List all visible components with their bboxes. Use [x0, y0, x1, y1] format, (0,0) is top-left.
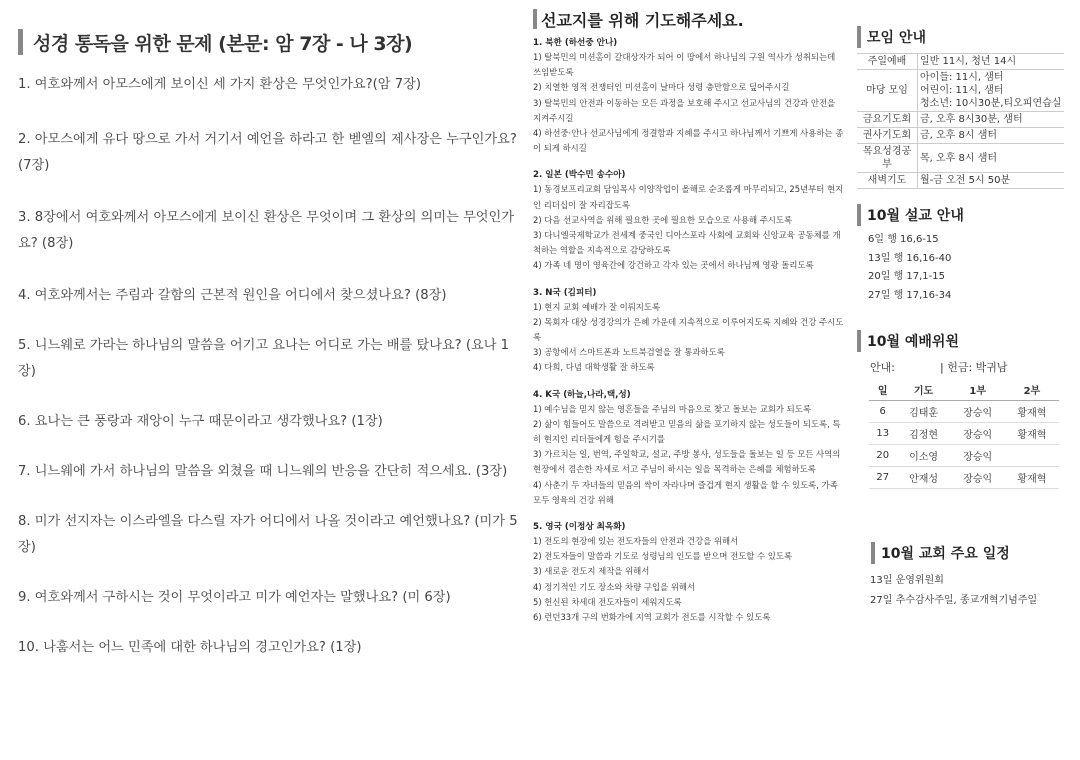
table-header: [869, 379, 1059, 401]
prayer-item: 1) 현지 교회 예배가 잘 이뤄지도록: [533, 301, 661, 312]
event-line: 27일 추수감사주일, 종교개혁기념주일: [870, 595, 1038, 606]
prayer-item: 4) 하선중·안나 선교사님에게 정결함과 지혜를 주시고 하나님께서 기쁘게 사용하는 종이 되게 하시길: [533, 128, 844, 154]
duty-cell: 27: [869, 467, 896, 489]
prayer-item: 1) 동경보프리교회 담임목사 이양작업이 올해로 순조롭게 마무리되고, 25년부터 현지인 리더십이 잘 자리잡도록: [533, 184, 844, 210]
events-heading: [871, 541, 1067, 565]
prayer-item: 3) 탈북민의 안전과 이동하는 모든 과정을 보호해 주시고 선교사님의 건강과 안전을 지켜주시길: [533, 97, 836, 123]
sermon-title: 10월 설교 안내: [867, 208, 964, 224]
header-cell: 일: [869, 379, 896, 401]
meeting-key: 금요기도회: [857, 112, 918, 128]
meeting-value: 금, 오후 8시 샘터: [918, 128, 1065, 144]
question: 4. 여호와께서는 주림과 갈함의 근본적 원인을 어디에서 찾으셨나요? (8장): [18, 288, 447, 303]
duty-summary: [857, 359, 1067, 375]
prayer-item: 4) 사춘기 두 자녀들의 믿음의 싹이 자라나며 즐겁게 현지 생활을 할 수 있도록, 가족 모두 영육의 건강 위해: [533, 479, 838, 505]
events-list: [857, 571, 1067, 611]
quiz-heading: [18, 28, 523, 56]
meeting-key: 마당 모임: [857, 70, 918, 112]
prayer-item: 1) 탈북민의 미션홈이 갈대상자가 되어 이 땅에서 하나님의 구원 역사가 성취되는데 쓰임받도록: [533, 52, 836, 78]
question: 8. 미가 선지자는 이스라엘을 다스릴 자가 어디에서 나올 것이라고 예언했나요? (미가 5장): [18, 514, 518, 555]
region-n-country: [533, 286, 845, 376]
meeting-table: [857, 53, 1064, 189]
duty-cell: 13: [869, 423, 896, 445]
duty-cell: 6: [869, 401, 896, 423]
duty-cell: 김정현: [896, 423, 950, 445]
table-row: [857, 54, 1064, 70]
duty-cell: 황재혁: [1005, 401, 1059, 423]
region-name: 4. K국 (하늘,나라,택,성): [533, 389, 631, 400]
events-title: 10월 교회 주요 일정: [881, 546, 1010, 562]
duty-cell: 장승익: [951, 423, 1005, 445]
mission-prayer-column: [533, 0, 845, 625]
region-name: 1. 북한 (하선중 안나): [533, 38, 618, 48]
prayer-item: 2) 전도자들이 말씀과 기도로 성령님의 인도를 받으며 전도할 수 있도록: [533, 551, 793, 562]
region-name: 5. 영국 (이정상 최옥화): [533, 522, 626, 533]
header-cell: 1부: [951, 379, 1005, 401]
table-row: [857, 112, 1064, 128]
prayer-item: 4) 가족 네 명이 영육간에 강건하고 각자 있는 곳에서 하나님께 영광 돌리도록: [533, 260, 814, 271]
duty-cell: [1005, 445, 1059, 467]
heading-bar: [533, 9, 537, 29]
table-row: [869, 445, 1059, 467]
sermon-line: 13일 행 16,16-40: [868, 252, 952, 264]
region-name: 3. N국 (김피터): [533, 287, 597, 298]
prayer-item: 3) 공항에서 스마트폰과 노트북검열을 잘 통과하도록: [533, 347, 725, 358]
table-row: [857, 173, 1064, 189]
sermon-heading: [857, 203, 1067, 227]
region-k-country: [533, 388, 845, 508]
question: 9. 여호와께서 구하시는 것이 무엇이라고 미가 예언자는 말했나요? (미 6장): [18, 590, 451, 605]
prayer-item: 2) 다음 선교사역을 위해 필요한 곳에 필요한 모습으로 사용해 주시도록: [533, 214, 793, 225]
duty-cell: 김태훈: [896, 401, 950, 423]
quiz-title: 성경 통독을 위한 문제 (본문: 암 7장 - 나 3장): [33, 32, 413, 55]
duty-cell: 장승익: [951, 467, 1005, 489]
sermon-list: [857, 231, 1067, 305]
header-cell: 2부: [1005, 379, 1059, 401]
question: 10. 나훔서는 어느 민족에 대한 하나님의 경고인가요? (1장): [18, 640, 362, 655]
meeting-key: 목요성경공부: [857, 144, 918, 173]
question: 6. 요나는 큰 풍랑과 재앙이 누구 때문이라고 생각했나요? (1장): [18, 414, 383, 429]
region-name: 2. 일본 (박수민 송수아): [533, 170, 626, 181]
meeting-value: 아이들: 11시, 샘터 어린이: 11시, 샘터 청소년: 10시30분,티오피연습실: [918, 70, 1065, 112]
duty-cell: 이소영: [896, 445, 950, 467]
prayer-item: 2) 치열한 영적 전쟁터인 미션홈이 날마다 성령 충만함으로 덮어주시길: [533, 82, 790, 93]
guide-label: 안내:: [870, 361, 895, 374]
heading-bar: [857, 330, 861, 352]
sermon-line: 6일 행 16,6-15: [868, 234, 939, 245]
mission-title: 선교지를 위해 기도해주세요.: [541, 10, 744, 30]
prayer-item: 3) 다니엘국제학교가 전세계 중국인 디아스포라 사회에 교회와 신앙교육 공동체를 개척하는 역할을 지속적으로 감당하도록: [533, 230, 841, 256]
prayer-item: 1) 예수님을 믿지 않는 영혼들을 주님의 마음으로 찾고 돌보는 교회가 되도록: [533, 403, 811, 414]
prayer-item: 1) 전도의 현장에 있는 전도자들의 안전과 건강을 위해서: [533, 536, 739, 547]
region-japan: [533, 168, 845, 273]
question: 1. 여호와께서 아모스에게 보이신 세 가지 환상은 무엇인가요?(암 7장): [18, 77, 422, 92]
quiz-column: [18, 0, 523, 661]
prayer-item: 3) 새로운 전도지 제작을 위해서: [533, 566, 650, 577]
prayer-item: 4) 정기적인 기도 장소와 차량 구입을 위해서: [533, 581, 696, 592]
meeting-key: 권사기도회: [857, 128, 918, 144]
prayer-item: 2) 목회자 대상 성경강의가 은혜 가운데 지속적으로 이루어지도록 지혜와 건강 주시도록: [533, 316, 844, 343]
prayer-item: 4) 다희, 다념 대학생활 잘 하도록: [533, 362, 655, 373]
prayer-item: 5) 헌신된 차세대 전도자들이 세워지도록: [533, 596, 682, 607]
info-column: [857, 0, 1067, 611]
header-cell: 기도: [896, 379, 950, 401]
table-row: [869, 401, 1059, 423]
offering-label: | 헌금: 박귀남: [940, 361, 1008, 374]
table-row: [857, 128, 1064, 144]
duty-title: 10월 예배위원: [867, 334, 959, 350]
event-line: 13일 운영위원회: [870, 575, 944, 586]
mission-heading: [533, 8, 845, 30]
question: 5. 니느웨로 가라는 하나님의 말씀을 어기고 요나는 어디로 가는 배를 탔나요? (요나 1장): [18, 338, 510, 379]
question: 2. 아모스에게 유다 땅으로 가서 거기서 예언을 하라고 한 벧엘의 제사장은 누구인가요? (7장): [18, 132, 517, 173]
sermon-line: 20일 행 17,1-15: [868, 271, 946, 282]
duty-cell: 황재혁: [1005, 467, 1059, 489]
meeting-heading: [857, 25, 1067, 49]
heading-bar: [857, 26, 861, 48]
table-row: [869, 423, 1059, 445]
duty-heading: [857, 329, 1067, 353]
prayer-item: 3) 가르치는 일, 번역, 주일학교, 설교, 주방 봉사, 성도들을 돌보는 일 등 모든 사역의 현장에서 겸손한 자세로 서고 주님이 하시는 일을 목격하는 은혜를 체험하도록: [533, 449, 841, 475]
duty-cell: 20: [869, 445, 896, 467]
heading-bar: [18, 29, 23, 55]
question: 3. 8장에서 여호와께서 아모스에게 보이신 환상은 무엇이며 그 환상의 의미는 무엇인가요? (8장): [18, 210, 515, 251]
meeting-value: 금, 오후 8시30분, 샘터: [918, 112, 1065, 128]
prayer-item: 6) 런던33개 구의 번화가에 지역 교회가 전도를 시작할 수 있도록: [533, 612, 771, 623]
duty-table: [869, 379, 1059, 489]
region-uk: [533, 520, 845, 625]
meeting-key: 새벽기도: [857, 173, 918, 189]
table-row: [857, 70, 1064, 112]
region-north-korea: [533, 36, 845, 156]
prayer-item: 2) 삶이 힘들어도 말씀으로 격려받고 믿음의 삶을 포기하지 않는 성도들이 되도록, 특히 현지인 리더들에게 힘을 주시기를: [533, 418, 841, 445]
duty-cell: 황재혁: [1005, 423, 1059, 445]
meeting-value: 월-금 오전 5시 50분: [918, 173, 1065, 189]
meeting-title: 모임 안내: [867, 30, 926, 46]
meeting-value: 일반 11시, 청년 14시: [918, 54, 1065, 70]
sermon-line: 27일 행 17,16-34: [868, 289, 952, 301]
heading-bar: [857, 204, 861, 226]
question: 7. 니느웨에 가서 하나님의 말씀을 외쳤을 때 니느웨의 반응을 간단히 적으세요. (3장): [18, 464, 508, 479]
table-row: [857, 144, 1064, 173]
duty-cell: 안재성: [896, 467, 950, 489]
meeting-value: 목, 오후 8시 샘터: [918, 144, 1065, 173]
heading-bar: [871, 542, 875, 564]
duty-cell: 장승익: [951, 445, 1005, 467]
table-row: [869, 467, 1059, 489]
question-list: [18, 72, 523, 661]
duty-cell: 장승익: [951, 401, 1005, 423]
meeting-key: 주일예배: [857, 54, 918, 70]
